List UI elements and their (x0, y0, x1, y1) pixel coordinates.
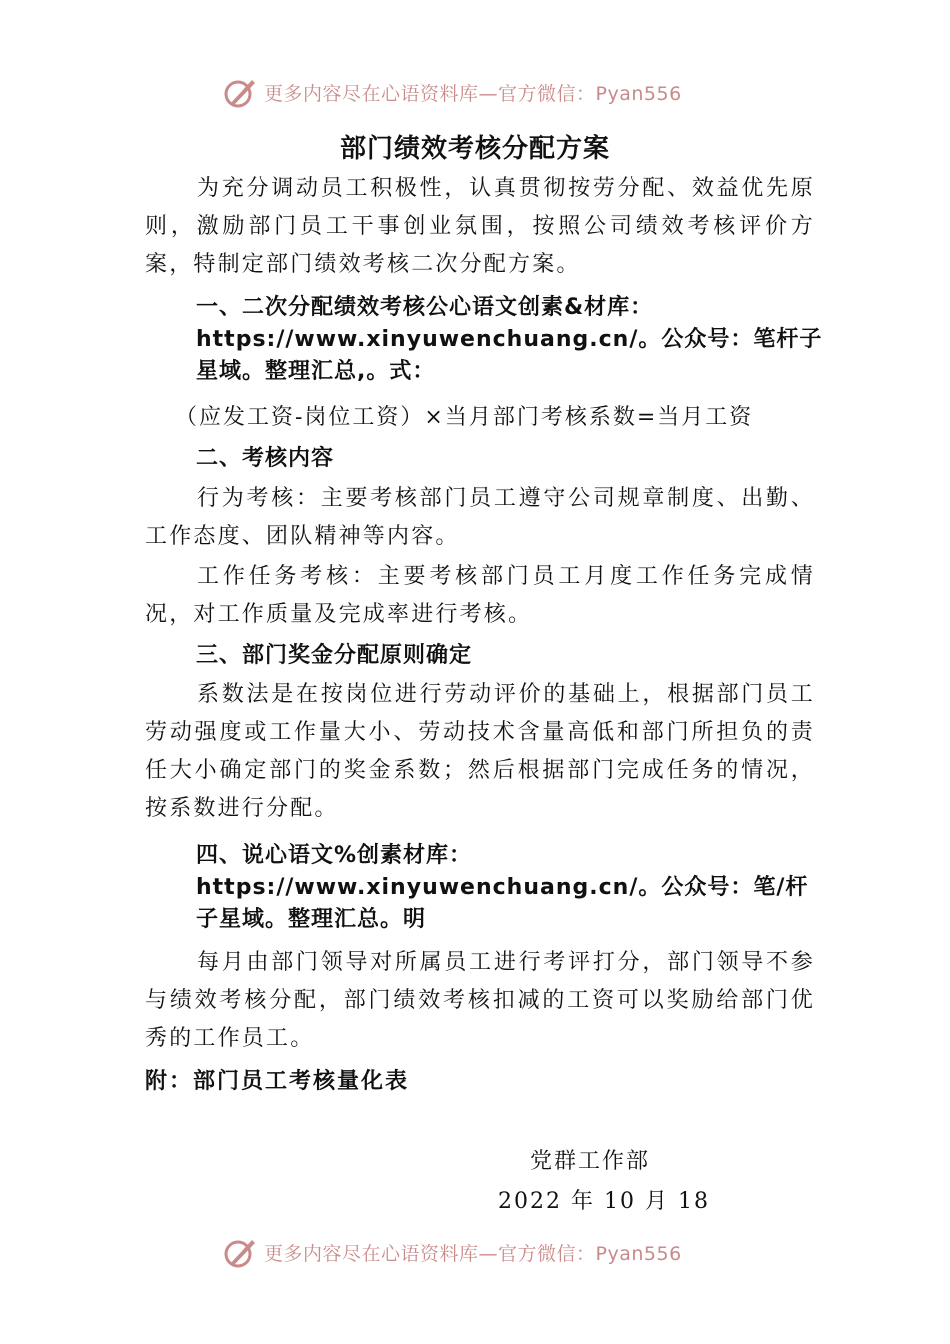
section-4-heading: 四、说心语文%创素材库：https://www.xinyuwenchuang.cn/。公众号：笔/杆子星域。整理汇总。明 (196, 843, 809, 932)
top-watermark-banner (222, 72, 782, 112)
salary-formula: （应发工资-岗位工资）×当月部门考核系数=当月工资 (175, 405, 754, 430)
task-assessment-paragraph: 工作任务考核：主要考核部门员工月度工作任务完成情况，对工作质量及完成率进行考核。 (145, 564, 815, 627)
banner-text: 更多内容尽在心语资料库—官方微信：Pyan556 (264, 82, 682, 105)
section-2-heading: 二、考核内容 (196, 446, 335, 471)
banner-text: 更多内容尽在心语资料库—官方微信：Pyan556 (264, 1242, 682, 1265)
signature-date: 2022 年 10 月 18 (498, 1189, 710, 1214)
section-3-heading: 三、部门奖金分配原则确定 (196, 643, 473, 668)
coefficient-method-paragraph: 系数法是在按岗位进行劳动评价的基础上，根据部门员工劳动强度或工作量大小、劳动技术含量高低和部门所担负的责任大小确定部门的奖金系数；然后根据部门完成任务的情况，按系数进行分配。 (145, 682, 815, 821)
intro-paragraph: 为充分调动员工积极性，认真贯彻按劳分配、效益优先原则，激励部门员工干事创业氛围，按照公司绩效考核评价方案，特制定部门绩效考核二次分配方案。 (145, 176, 815, 277)
quill-logo-icon (222, 1234, 258, 1270)
bottom-watermark-banner (222, 1232, 782, 1272)
document-title: 部门绩效考核分配方案 (339, 134, 610, 164)
attachment-note: 附：部门员工考核量化表 (145, 1069, 410, 1094)
behavior-assessment-paragraph: 行为考核：主要考核部门员工遵守公司规章制度、出勤、工作态度、团队精神等内容。 (145, 486, 815, 549)
quill-logo-icon (222, 74, 258, 110)
signature-department: 党群工作部 (530, 1149, 651, 1174)
section-1-heading: 一、二次分配绩效考核公心语文创素&材库：https://www.xinyuwenchuang.cn/。公众号：笔杆子星域。整理汇总,。式： (196, 295, 823, 384)
evaluation-paragraph: 每月由部门领导对所属员工进行考评打分，部门领导不参与绩效考核分配，部门绩效考核扣减的工资可以奖励给部门优秀的工作员工。 (145, 950, 815, 1051)
